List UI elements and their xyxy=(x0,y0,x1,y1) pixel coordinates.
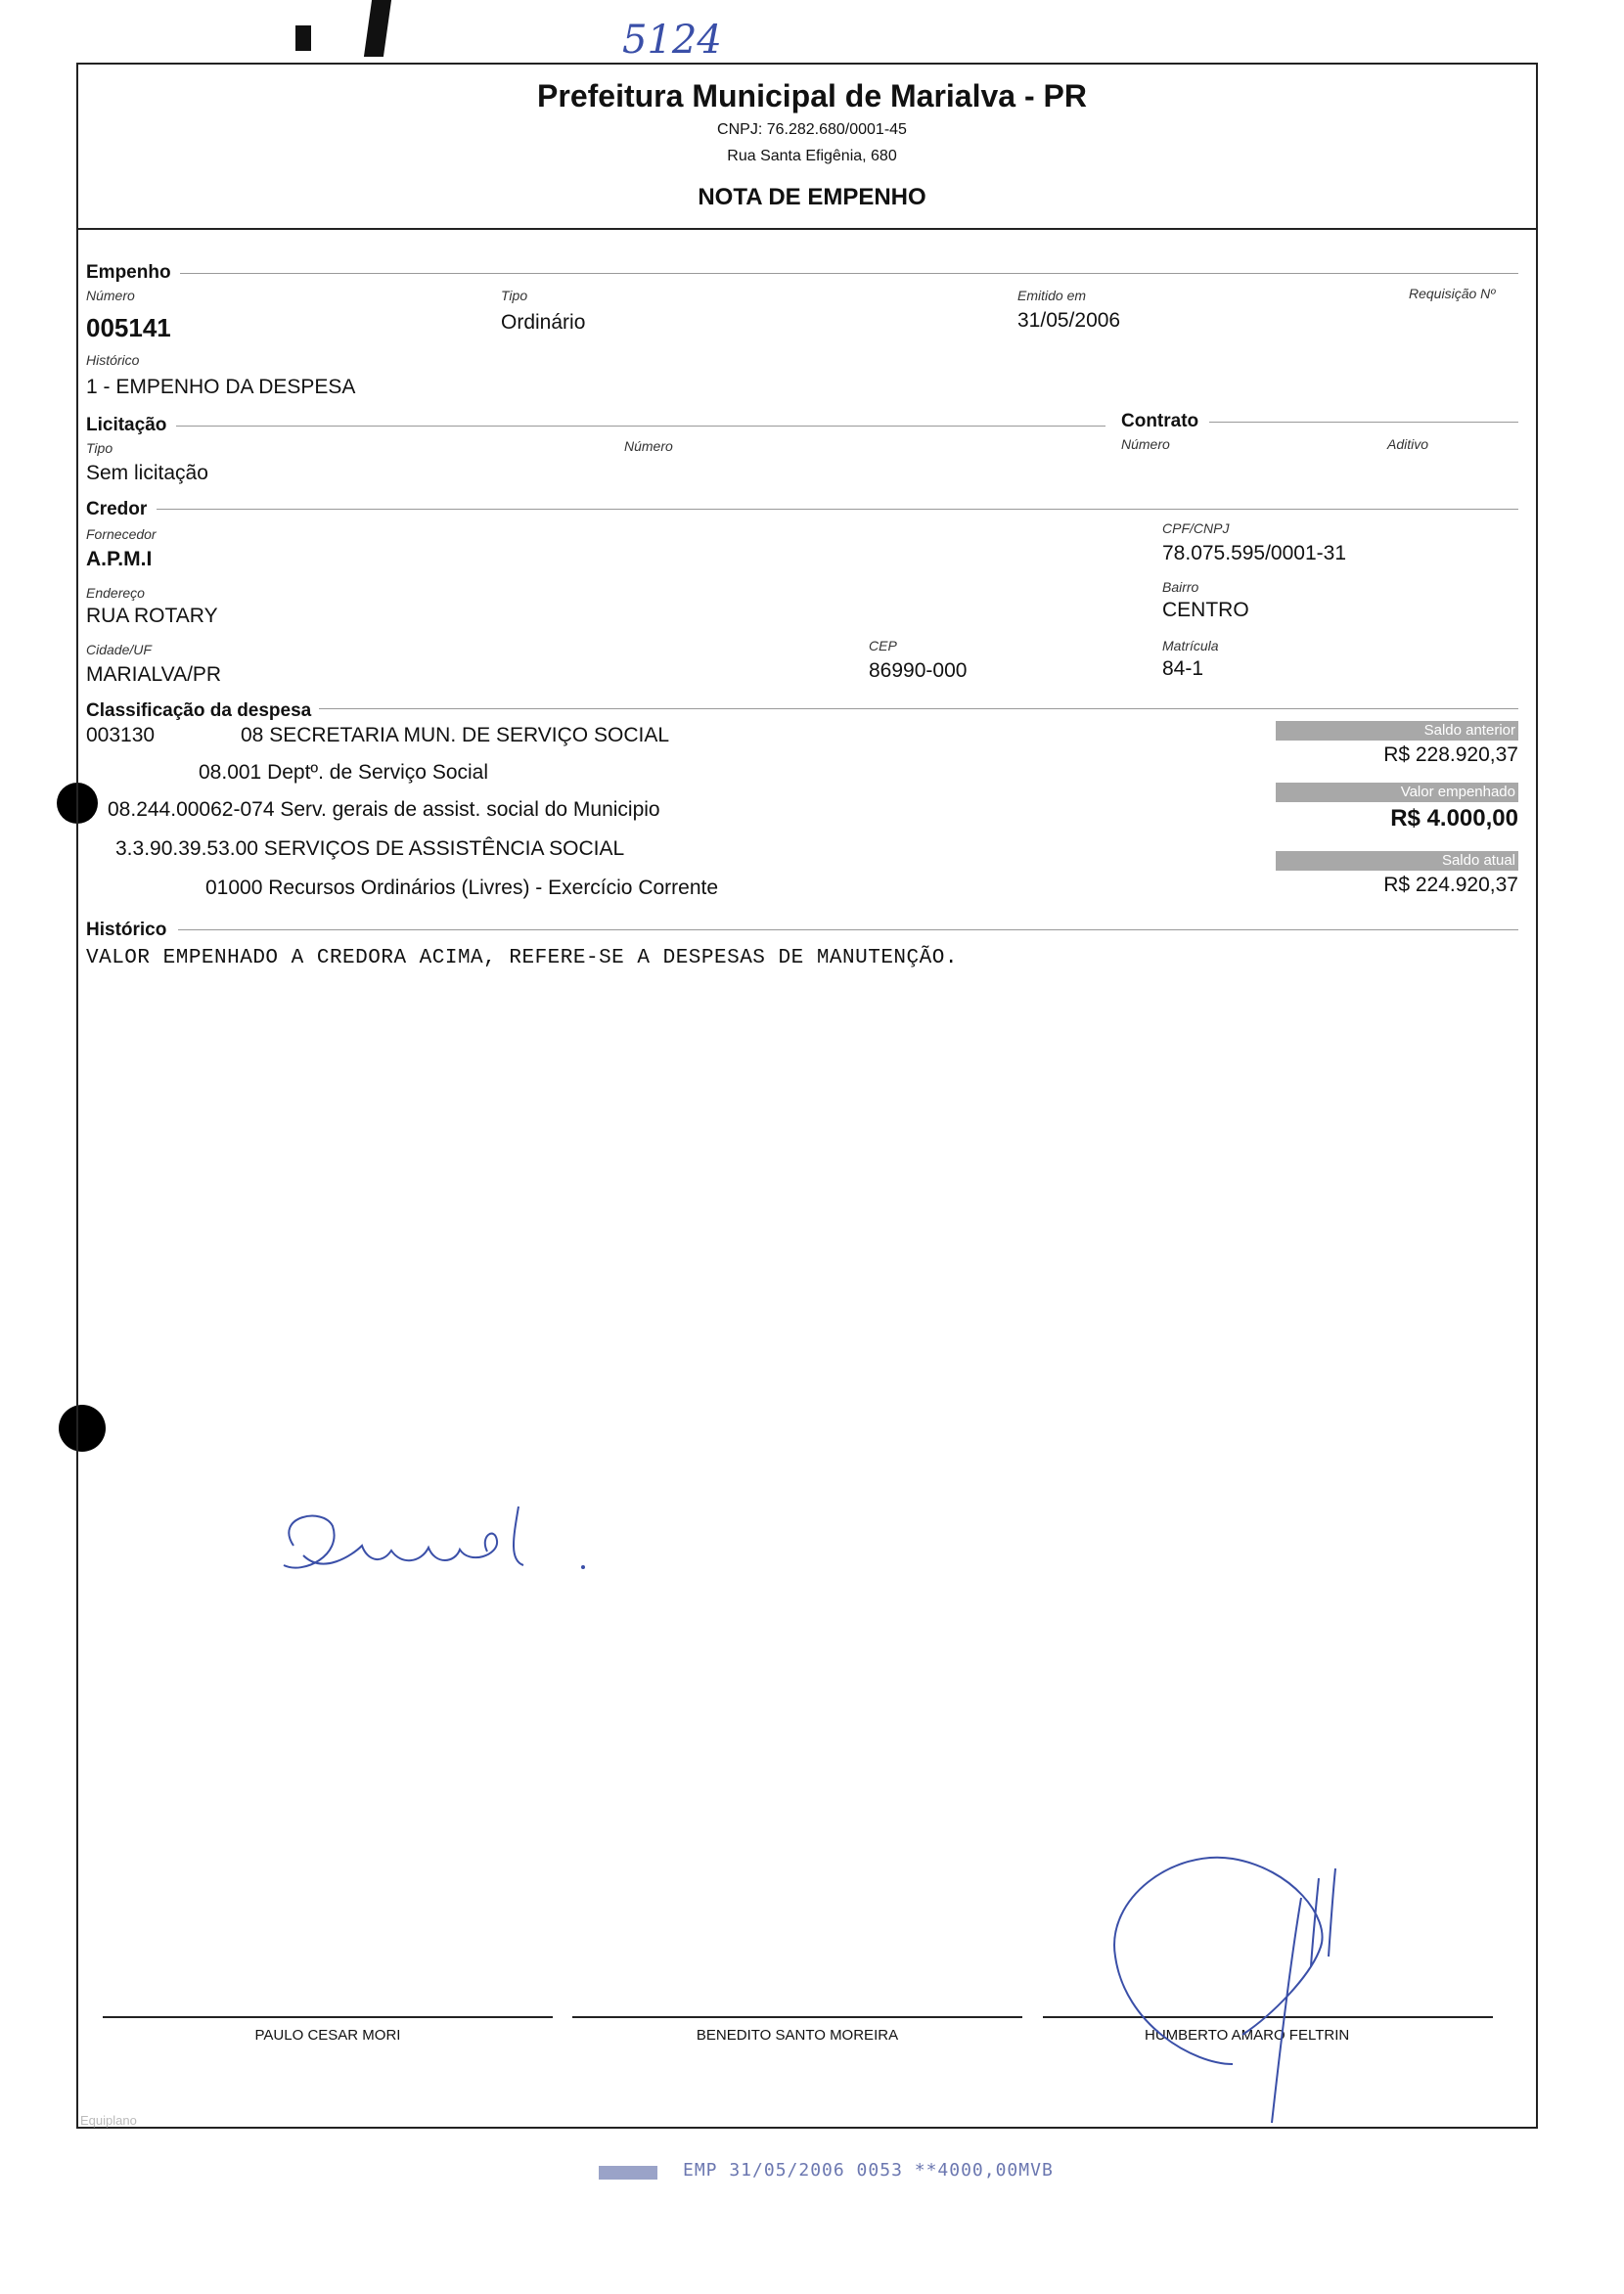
signature-2-drawing xyxy=(1096,1839,1389,2133)
classificacao-line-1: 08 SECRETARIA MUN. DE SERVIÇO SOCIAL xyxy=(241,724,670,746)
cpf-value: 78.075.595/0001-31 xyxy=(1162,542,1347,564)
saldo-anterior-value: R$ 228.920,37 xyxy=(1383,743,1518,766)
empenho-historico: 1 - EMPENHO DA DESPESA xyxy=(86,376,356,398)
cidade-label: Cidade/UF xyxy=(86,642,152,657)
matricula-value: 84-1 xyxy=(1162,657,1204,680)
signatory-2: BENEDITO SANTO MOREIRA xyxy=(696,2027,899,2044)
classificacao-line-3: 08.244.00062-074 Serv. gerais de assist. social do Municipio xyxy=(108,798,660,821)
valor-empenhado-value: R$ 4.000,00 xyxy=(1390,805,1518,832)
section-classificacao: Classificação da despesa xyxy=(86,700,312,721)
signature-line-1 xyxy=(103,2016,553,2018)
municipality-title: Prefeitura Municipal de Marialva - PR xyxy=(537,78,1087,113)
footer-stamp: EMP 31/05/2006 0053 **4000,00MVB xyxy=(683,2160,1054,2181)
section-contrato: Contrato xyxy=(1121,411,1199,431)
scan-mark-top-2 xyxy=(364,0,391,57)
section-licitacao: Licitação xyxy=(86,415,167,435)
contrato-aditivo-label: Aditivo xyxy=(1387,436,1429,452)
software-watermark: Equiplano xyxy=(80,2113,137,2128)
signatory-3: HUMBERTO AMARO FELTRIN xyxy=(1145,2027,1350,2044)
section-credor: Credor xyxy=(86,499,148,519)
document-title: NOTA DE EMPENHO xyxy=(698,184,926,210)
matricula-label: Matrícula xyxy=(1162,638,1219,653)
handwritten-signature-2 xyxy=(1096,1839,1389,2137)
section-licitacao-line xyxy=(176,426,1105,427)
signature-1-drawing xyxy=(264,1487,597,1595)
endereco-value: RUA ROTARY xyxy=(86,605,218,627)
saldo-atual-label: Saldo atual xyxy=(1276,851,1518,871)
classificacao-code: 003130 xyxy=(86,724,156,746)
licitacao-tipo: Sem licitação xyxy=(86,462,208,484)
cep-value: 86990-000 xyxy=(869,659,968,682)
signatory-1: PAULO CESAR MORI xyxy=(254,2027,401,2044)
section-empenho-line xyxy=(180,273,1518,274)
signature-line-2 xyxy=(572,2016,1022,2018)
tipo-label: Tipo xyxy=(501,288,528,303)
header-divider xyxy=(76,228,1538,230)
numero-label: Número xyxy=(86,288,135,303)
section-credor-line xyxy=(157,509,1518,510)
fornecedor-value: A.P.M.I xyxy=(86,548,153,570)
empenho-number: 005141 xyxy=(86,313,171,342)
licitacao-numero-label: Número xyxy=(624,438,673,454)
stamp-mark xyxy=(599,2166,657,2180)
cidade-value: MARIALVA/PR xyxy=(86,663,222,686)
historico-text: VALOR EMPENHADO A CREDORA ACIMA, REFERE-SE A DESPESAS DE MANUTENÇÃO. xyxy=(86,947,958,969)
saldo-atual-value: R$ 224.920,37 xyxy=(1383,874,1518,896)
contrato-numero-label: Número xyxy=(1121,436,1170,452)
endereco-label: Endereço xyxy=(86,585,145,601)
bairro-value: CENTRO xyxy=(1162,599,1249,621)
section-classificacao-line xyxy=(319,708,1518,709)
historico-label: Histórico xyxy=(86,352,140,368)
cep-label: CEP xyxy=(869,638,897,653)
empenho-tipo: Ordinário xyxy=(501,311,586,334)
section-historico: Histórico xyxy=(86,920,167,940)
classificacao-line-2: 08.001 Deptº. de Serviço Social xyxy=(199,761,489,784)
requisicao-label: Requisição Nº xyxy=(1409,286,1496,301)
saldo-anterior-label: Saldo anterior xyxy=(1276,721,1518,741)
licitacao-tipo-label: Tipo xyxy=(86,440,113,456)
document-frame xyxy=(76,63,1538,2129)
classificacao-line-4: 3.3.90.39.53.00 SERVIÇOS DE ASSISTÊNCIA SOCIAL xyxy=(115,837,625,860)
emitido-label: Emitido em xyxy=(1017,288,1087,303)
classificacao-line-5: 01000 Recursos Ordinários (Livres) - Exercício Corrente xyxy=(205,877,719,899)
valor-empenhado-label: Valor empenhado xyxy=(1276,783,1518,802)
address-text: Rua Santa Efigênia, 680 xyxy=(727,148,897,164)
handwritten-number: 5124 xyxy=(622,18,722,63)
cnpj-text: CNPJ: 76.282.680/0001-45 xyxy=(717,121,907,138)
section-historico-line xyxy=(178,929,1518,930)
section-empenho: Empenho xyxy=(86,262,171,283)
cpf-label: CPF/CNPJ xyxy=(1162,520,1230,536)
bairro-label: Bairro xyxy=(1162,579,1199,595)
handwritten-signature-1 xyxy=(264,1487,597,1599)
section-contrato-line xyxy=(1209,422,1518,423)
emitido-date: 31/05/2006 xyxy=(1017,309,1121,332)
fornecedor-label: Fornecedor xyxy=(86,526,157,542)
scan-mark-top xyxy=(295,25,311,51)
